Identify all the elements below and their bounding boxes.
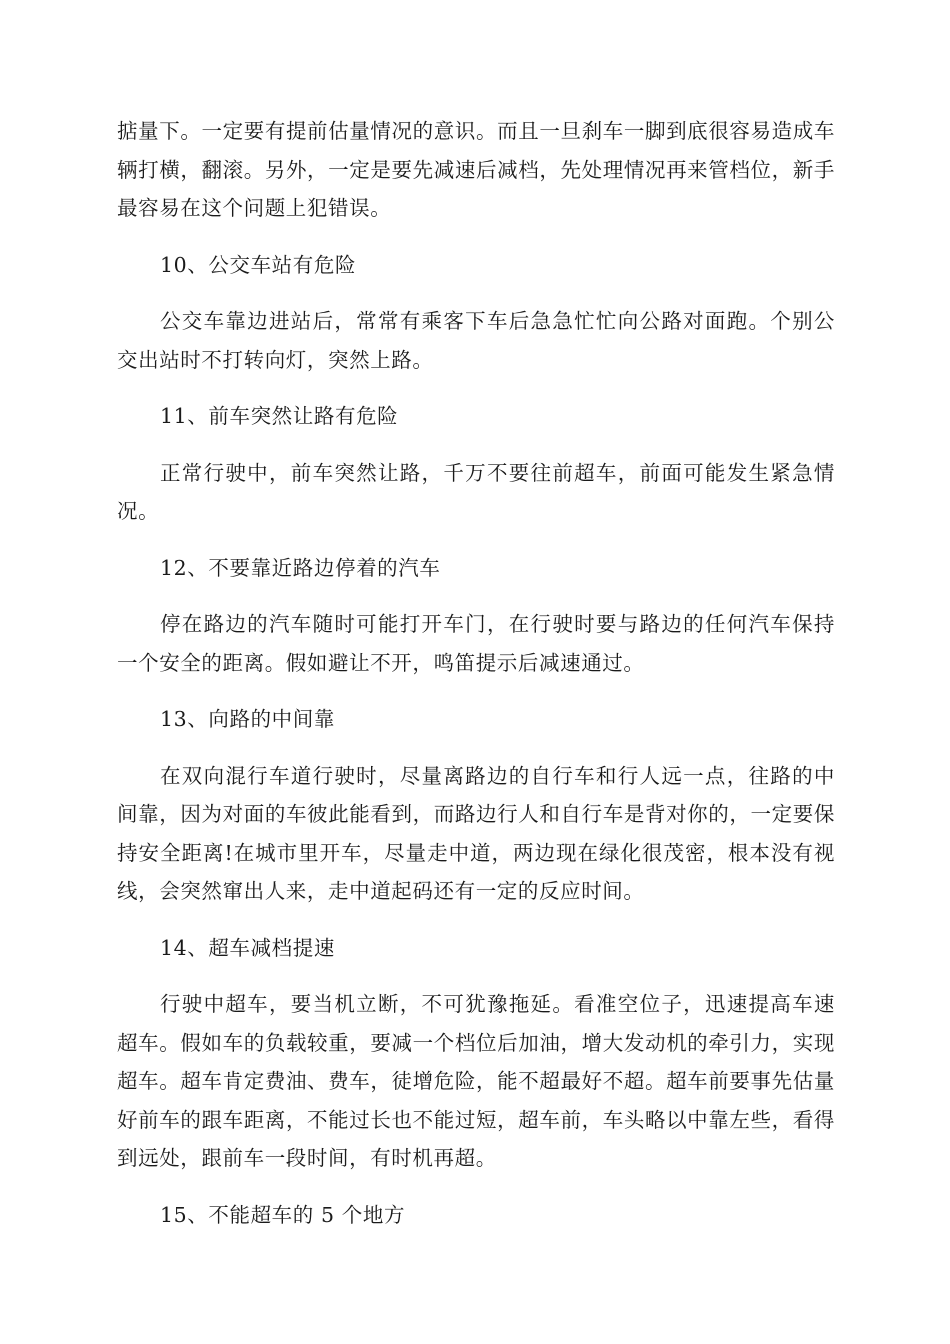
section-heading: 15、不能超车的 5 个地方 [160,1202,406,1227]
section-heading: 10、公交车站有危险 [160,252,357,277]
section-heading: 12、不要靠近路边停着的汽车 [160,555,441,580]
body-paragraph: 行驶中超车，要当机立断，不可犹豫拖延。看准空位子，迅速提高车速超车。假如车的负载较重，要减一个档位后加油，增大发动机的牵引力，实现超车。超车肯定费油、费车，徒增危险，能不超最好不超。超车前要事先估量好前车的跟车距离，不能过长也不能过短，超车前，车头略以中靠左些，看得到远处，跟前车一段时间，有时机再超。 [117,992,835,1170]
body-paragraph: 公交车靠边进站后，常常有乘客下车后急急忙忙向公路对面跑。个别公交出站时不打转向灯，突然上路。 [117,309,835,372]
body-paragraph: 正常行驶中，前车突然让路，千万不要往前超车，前面可能发生紧急情况。 [117,460,835,523]
document-page [117,112,835,1234]
body-paragraph: 掂量下。一定要有提前估量情况的意识。而且一旦刹车一脚到底很容易造成车辆打横，翻滚。另外，一定是要先减速后减档，先处理情况再来管档位，新手最容易在这个问题上犯错误。 [117,119,835,220]
section-heading: 13、向路的中间靠 [160,707,335,731]
section-heading: 11、前车突然让路有危险 [160,404,399,428]
body-paragraph: 在双向混行车道行驶时，尽量离路边的自行车和行人远一点，往路的中间靠，因为对面的车彼此能看到，而路边行人和自行车是背对你的，一定要保持安全距离!在城市里开车，尽量走中道，两边现在绿化很茂密，根本没有视线，会突然窜出人来，走中道起码还有一定的反应时间。 [117,763,835,903]
section-heading: 14、超车减档提速 [160,935,335,960]
body-paragraph: 停在路边的汽车随时可能打开车门，在行驶时要与路边的任何汽车保持一个安全的距离。假如避让不开，鸣笛提示后减速通过。 [117,612,835,675]
